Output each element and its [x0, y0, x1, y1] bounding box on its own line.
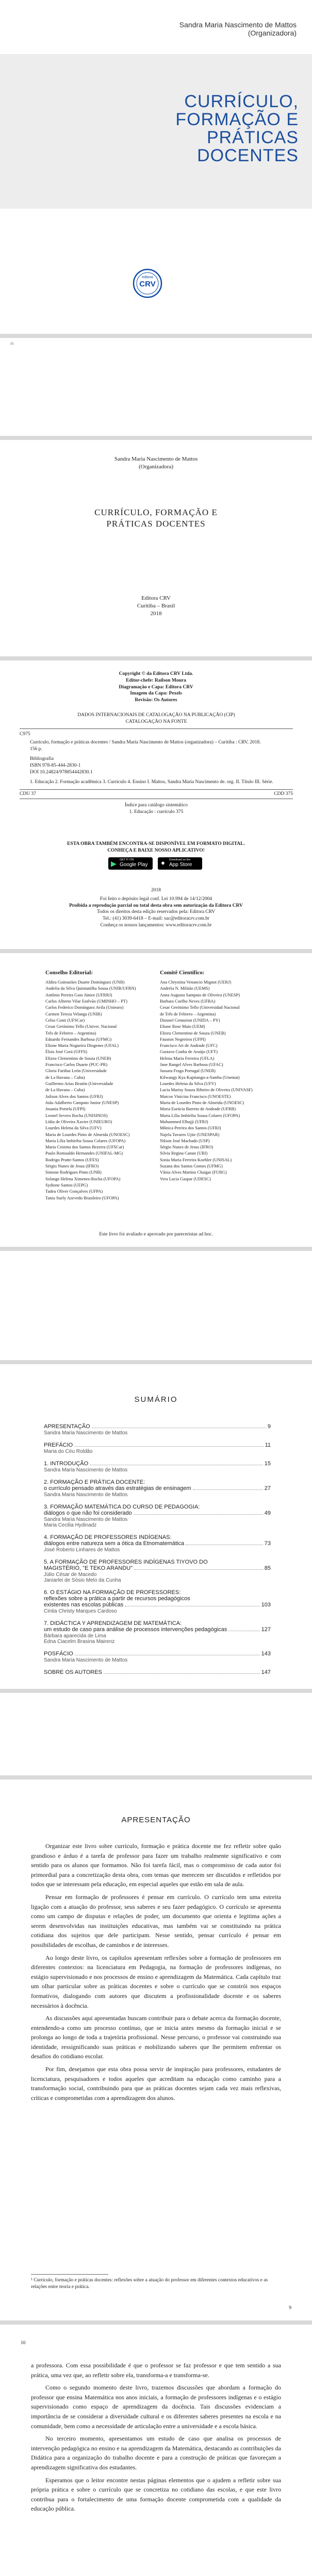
apresentacao-cont-page-number: 10 — [21, 2341, 26, 2346]
editorial-member: Jailson Alves dos Santos (UFRJ) — [45, 1093, 103, 1099]
scientific-member: Marcos Vinicius Francisco (UNOESTE) — [160, 1093, 231, 1099]
toc-entry-page: 9 — [267, 1423, 271, 1430]
cip-subjects: 1. Educação 2. Formação acadêmica 3. Currículo 4. Ensino I. Mattos, Sandra Maria Nascimento de. org. II. Título III. Série. — [30, 779, 273, 785]
scientific-board-title: Comitê Científico: — [160, 970, 205, 976]
toc-entry-page: 11 — [265, 1442, 271, 1448]
scientific-member: Barbara Coelho Neves (UFBA) — [160, 998, 216, 1004]
toc-entry-title: 7. DIDÁCTICA Y APRENDIZAGEM DE MATEMÁTICA: — [44, 1620, 182, 1626]
toc-entry-subtitle: o currículo pensado através das estratégias de ensinagem — [44, 1485, 191, 1492]
scientific-board-list — [160, 979, 278, 1182]
toc-entry-title: SOBRE OS AUTORES — [44, 1669, 102, 1675]
toc-entry-title: 1. INTRODUÇÃO — [44, 1461, 89, 1467]
scientific-member: Silvia Regina Canan (URI) — [160, 1150, 208, 1156]
editorial-member: Maria de Lourdes Pinto de Almeida (UNOESC) — [45, 1131, 130, 1137]
editorial-board — [45, 970, 156, 1201]
editorial-member: Rodrigo Pratte-Santos (UFES) — [45, 1157, 99, 1162]
toc-entry-block[interactable] — [44, 1589, 271, 1608]
toc-entry-authors — [44, 1608, 271, 1614]
toc-entry-block[interactable] — [44, 1534, 271, 1547]
scientific-member: Mohammed Elhajji (UFRJ) — [160, 1118, 208, 1124]
scientific-member: Mônica Pereira dos Santos (UFRJ) — [160, 1125, 221, 1131]
cip-subtitle: CATALOGAÇÃO NA FONTE — [125, 719, 187, 724]
toc-entry-block[interactable] — [44, 1504, 271, 1516]
scientific-member: Suzana dos Santos Gomes (UFMG) — [160, 1163, 223, 1169]
cip-rule-mid — [20, 789, 293, 790]
legal-year: 2018 — [151, 888, 161, 893]
cover-author-block — [179, 21, 297, 37]
scientific-member: Najela Tavares Ujiie (UNESPAR) — [160, 1131, 220, 1137]
toc-entry-subtitle: reflexões sobre a prática a partir de recursos pedagógicos — [44, 1596, 190, 1602]
toc-entry[interactable] — [44, 1565, 271, 1571]
toc-entry-author: Edna Ciacelm Brasina Mairenz — [44, 1639, 115, 1645]
apresentacao-cont-paragraph: a professora. Com essa possibilidade é que o professor se faz professor e que tem sentido a sua prática, uma vez que, ao refletir sobre ela, transforma-a e transforma-se. — [31, 2362, 281, 2379]
toc-entry-authors — [44, 1467, 271, 1473]
google-play-icon: ▶ — [111, 859, 117, 868]
editorial-member: Tadeu Oliver Gonçalves (UFPA) — [45, 1189, 103, 1194]
toc-entry-subtitle: existentes nas escolas públicas — [44, 1602, 124, 1608]
editorial-member: Antônio Pereira Gaio Júnior (UFRRJ) — [45, 992, 112, 997]
apresentacao-paragraph: Organizar este livro sobre currículo, formação e prática docente me fez refletir sobre quão grandioso e árduo é a tarefa de professor para fazer um trabalho realmente significativo e com sentido para os alunos que formamos. Não foi tarefa fácil, mas o compromisso de cada autor foi primordial para a concretização desta obra, com temas que merecem ser discutidos e refletidos por todos que se interessam pela educação, em especial aqueles que estão em sala de aula. — [31, 1842, 281, 1888]
cip-classification — [20, 791, 293, 798]
apresentacao-paragraph: Ao longo deste livro, os capítulos apresentam reflexões sobre a formação de professores em diferentes contextos: na licenciatura em Pedagogia, na formação de professores indígenas, no estágio supervisionado e nos processos de ensino e aprendizagem da Matemática. Cada capítulo traz um olhar particular sobre as práticas docentes e sobre o currículo que se constrói nos espaços formativos, dialogando com autores que discutem a profissionalidade docente e os saberes necessários à docência. — [31, 1954, 281, 2009]
editorial-member: Tania Suely Azevedo Brasileiro (UFOPA) — [45, 1195, 119, 1200]
toc-entry-page: 27 — [264, 1485, 271, 1492]
toc-entry[interactable] — [44, 1651, 271, 1657]
scientific-member: Francisco Ari de Andrade (UFC) — [160, 1043, 218, 1048]
toc-entry-author: Sandra Maria Nascimento de Mattos — [44, 1430, 128, 1436]
scientific-member: Helena Maria Ferreira (UFLA) — [160, 1055, 215, 1061]
cover-title — [175, 93, 299, 165]
scientific-member: Jussara Fraga Portugal (UNEB) — [160, 1068, 216, 1074]
scientific-member: Eliane Rose Maio (UEM) — [160, 1024, 205, 1029]
cover-title-line-4: DOCENTES — [197, 146, 299, 165]
toc-entry-subtitle: diálogos o que não foi considerado — [44, 1510, 132, 1516]
cover-image-line: Imagem da Capa: Pexels — [130, 691, 182, 697]
copyright-line: Copyright © da Editora CRV Ltda. — [119, 671, 193, 676]
toc-entry-author: Júlio César de Macedo — [44, 1572, 97, 1578]
apresentacao-body — [31, 1841, 281, 2106]
blank-page-number: iii — [10, 341, 14, 346]
toc-entry-authors — [44, 1547, 271, 1553]
index-title: Índice para catálogo sistemático — [124, 803, 188, 808]
scientific-member: Nilson José Machado (USP) — [160, 1138, 210, 1143]
toc-entry[interactable] — [44, 1626, 271, 1633]
google-play-badge[interactable] — [108, 857, 153, 870]
toc-entry-title: 6. O ESTÁGIO NA FORMAÇÃO DE PROFESSORES: — [44, 1589, 181, 1596]
toc-leader-dots — [104, 1673, 260, 1674]
editorial-member: Três de Febrero – Argentina) — [45, 1030, 96, 1036]
legal-reproduction: Proibida a reprodução parcial ou total desta obra sem autorização da Editora CRV — [69, 903, 243, 908]
toc-entry-authors — [44, 1572, 271, 1583]
toc-entry-author: Sandra Maria Nascimento de Mattos — [44, 1657, 128, 1663]
toc-entry-block[interactable] — [44, 1559, 271, 1571]
scientific-member: Ana Chrystina Venancio Mignot (UERJ) — [160, 979, 232, 985]
cip-title: DADOS INTERNACIONAIS DE CATALOGAÇÃO NA PUBLICAÇÃO (CIP) — [77, 713, 235, 718]
toc-entry-page: 73 — [264, 1540, 271, 1547]
copyright-credits — [0, 671, 312, 704]
editorial-member: Carlos Federico Domínguez Avila (Unieuro) — [45, 1005, 124, 1010]
title-page-author-role: (Organizadora) — [139, 464, 173, 470]
scientific-member: Gustavo Cunha de Araújo (UFT) — [160, 1049, 218, 1055]
toc-entry-block[interactable] — [44, 1620, 271, 1633]
toc-entry-author: Janiarlei de Sósio Melo da Cunha — [44, 1578, 121, 1583]
toc-list — [44, 1423, 271, 1682]
toc-entry-block[interactable] — [44, 1479, 271, 1492]
cover-title-line-3: PRÁTICAS — [206, 128, 299, 147]
toc-entry-title: 4. FORMAÇÃO DE PROFESSORES INDÍGENAS: — [44, 1534, 172, 1540]
toc-entry[interactable] — [44, 1485, 271, 1492]
toc-entry[interactable] — [44, 1423, 271, 1430]
editorial-member: Cesar Gerónimo Tello (Univer. Nacional — [45, 1024, 117, 1029]
apresentacao-paragraph: Por fim, desejamos que esta obra possa servir de inspiração para professores, estudantes de licenciatura, pesquisadores e todos aqueles que acreditam na educação como caminho para a transformação social, contribuindo para que as práticas docentes sejam cada vez mais reflexivas, críticas e comprometidas com a aprendizagem dos alunos. — [31, 2065, 281, 2102]
cip-pages: 156 p. — [30, 747, 42, 752]
apple-icon: ● — [161, 859, 165, 867]
toc-leader-dots — [193, 1489, 263, 1490]
apresentacao-paragraph: As discussões aqui apresentadas buscam contribuir para o debate acerca da formação docente, entendendo-a como um processo contínuo, que se inicia antes mesmo da formação inicial e se prolonga ao longo de toda a trajetória profissional. Nesse percurso, o professor vai construindo sua identidade, ressignificando suas práticas e mobilizando saberes que lhe permitem enfrentar os desafios do cotidiano escolar. — [31, 2014, 281, 2060]
publisher-logo — [132, 268, 163, 299]
cover-title-line-2: FORMAÇÃO E — [175, 110, 299, 129]
apresentacao-page — [0, 1780, 312, 2320]
title-page — [0, 440, 312, 656]
apresentacao-footnote: ¹ Currículo, formação e práticas docentes: reflexões sobre a atuação do professor em diferentes contextos educativos e as relações entre teoria e prática. — [31, 2278, 268, 2290]
apresentacao-title: APRESENTAÇÃO — [121, 1816, 191, 1824]
toc-entry-authors — [44, 1517, 271, 1528]
scientific-member: de Três de Febrero – Argentina) — [160, 1011, 216, 1016]
toc-entry-author: José Roberto Linhares de Mattos — [44, 1547, 120, 1553]
cip-code: C975 — [20, 731, 30, 737]
cip-bibliography: Bibliografia — [30, 756, 54, 762]
scientific-member: Anna Augusta Sampaio de Oliveira (UNESP) — [160, 992, 240, 997]
scientific-member: Lourdes Helena da Silva (UFV) — [160, 1081, 216, 1086]
blank-page-3 — [0, 1693, 312, 1775]
cdd-code: CDD 375 — [274, 791, 293, 797]
editorial-member: Celso Conti (UFSCar) — [45, 1017, 85, 1023]
toc-entry-author: Maria Cecilia Hydinadz — [44, 1522, 97, 1528]
scientific-member: Elizeu Clementino de Souza (UNEB) — [160, 1030, 226, 1036]
toc-entry-title: POSFÁCIO — [44, 1651, 73, 1657]
toc-entry-authors — [44, 1633, 271, 1645]
editorial-board-title: Conselho Editorial: — [45, 970, 93, 976]
toc-entry-subtitle: MAGISTÉRIO, "E TEKO ARANDU" — [44, 1565, 133, 1571]
toc-entry-page: 127 — [261, 1626, 271, 1633]
editorial-board-list — [45, 979, 156, 1201]
toc-entry-page: 15 — [264, 1461, 271, 1467]
toc-entry-author: Maria do Céu Roldão — [44, 1449, 93, 1454]
editorial-member: Maria Lília Imbiriba Sousa Colares (UFOPA) — [45, 1138, 126, 1143]
google-play-label: Google Play — [120, 862, 148, 868]
editorial-member: Lídia de Oliveira Xavier (UNIEURO) — [45, 1118, 112, 1124]
legal-rights: Todos os direitos desta edição reservados pela: Editora CRV — [96, 909, 216, 915]
editorial-member: João Adalberto Campato Junior (UNESP) — [45, 1099, 119, 1105]
toc-entry-page: 49 — [264, 1510, 271, 1516]
scientific-member: Maria Lília Imbiriba Sousa Colares (UFOPA) — [160, 1112, 240, 1118]
scientific-member: Andréia N. Militão (UEMS) — [160, 986, 210, 991]
toc-entry-title: APRESENTAÇÃO — [44, 1423, 90, 1430]
scientific-board — [160, 970, 278, 1182]
scientific-member: Lucia Marisy Souza Ribeiro de Oliveira (UNIVASF) — [160, 1087, 253, 1093]
toc-entry[interactable] — [44, 1461, 271, 1467]
scientific-member: Vera Lucia Gaspar (UDESC) — [160, 1176, 211, 1181]
editorial-member: Solange Helena Ximenes-Rocha (UFOPA) — [45, 1176, 121, 1181]
scientific-member: Jane Rangel Alves Barbosa (UFAC) — [160, 1062, 223, 1067]
toc-entry-author: Bárbara aparecida de Lima — [44, 1633, 106, 1639]
editorial-member: Francisco Carlos Duarte (PUC-PR) — [45, 1062, 108, 1067]
editorial-member: Gloria Fariñas León (Universidade — [45, 1068, 107, 1074]
editorial-member: Josania Portela (UFPI) — [45, 1106, 86, 1112]
cover-title-line-1: CURRÍCULO, — [184, 92, 299, 111]
publisher-logo-text: CRV — [139, 280, 156, 289]
toc-entry-page: 143 — [261, 1651, 271, 1657]
toc-title: SUMÁRIO — [134, 1395, 178, 1404]
editorial-member: Sérgio Nunes de Jesus (IFRO) — [45, 1163, 99, 1169]
editorial-member: Élsio José Corá (UFFS) — [45, 1049, 87, 1055]
scientific-member: Kilwangy Kya Kapitango-a-Samba (Unemat) — [160, 1074, 240, 1080]
board-page — [0, 953, 312, 1247]
title-page-title: CURRÍCULO, FORMAÇÃO E PRÁTICAS DOCENTES — [94, 507, 218, 529]
legal-website: Conheça os nossos lançamentos: www.editoracrv.com.br — [100, 923, 212, 928]
editorial-member: Andréia da Silva Quintanilha Sousa (UNIR/UFRN) — [45, 986, 136, 991]
toc-entry-authors — [44, 1430, 271, 1436]
title-page-city: Curitiba – Brasil — [137, 603, 175, 609]
editorial-member: Guillermo Arias Beatón (Universidade — [45, 1081, 113, 1086]
index-entry: 1. Educação : currículo 375 — [129, 809, 184, 815]
scientific-member: Vânia Alves Martins Chaigar (FURG) — [160, 1170, 227, 1175]
scientific-member: Cesar Gerónimo Tello (Universidad Nacional — [160, 1005, 240, 1010]
apresentacao-cont-paragraph: No terceiro momento, apresentamos um estudo de caso que analisa os processos de intervenção pedagógica no ensino e na aprendizagem da Matemática, destacando as contribuições da Didática para a organização do trabalho docente e para a construção de práticas que favoreçam a aprendizagem significativa dos estudantes. — [31, 2435, 281, 2471]
editorial-member: Sydione Santos (UEPG) — [45, 1182, 88, 1188]
scientific-member: Sérgio Nunes de Jesus (IFRO) — [160, 1144, 214, 1150]
toc-entry-page: 103 — [261, 1602, 271, 1608]
toc-entry-title: 3. FORMAÇÃO MATEMÁTICA DO CURSO DE PEDAGOGIA: — [44, 1504, 200, 1510]
apresentacao-cont-page — [0, 2325, 312, 2576]
toc-leader-dots — [134, 1569, 263, 1570]
review-line: Revisão: Os Autores — [135, 698, 177, 703]
layout-line: Diagramação e Capa: Editora CRV — [119, 684, 193, 690]
editorial-member: Simone Rodrigues Pinto (UNB) — [45, 1170, 102, 1175]
legal-contact: Tel.: (41) 3039-6418 – E-mail: sac@editoracrv.com.br — [103, 916, 209, 922]
app-store-label: App Store — [169, 862, 192, 868]
apresentacao-paragraph: Pensar em formação de professores é pensar em currículo. O currículo tem uma estreita ligação com a atuação do professor, seus saberes e seu fazer pedagógico. O currículo se apresenta como um campo de disputas e relações de poder, um documento que orienta e legitima ações a serem desenvolvidas nas instituições educativas, mas também vai se constituindo na prática cotidiana dos sujeitos que dele participam. Nesse sentido, pensar currículo é pensar em possibilidades de escolhas, de caminhos e de interesses. — [31, 1893, 281, 1948]
toc-entry-title: 2. FORMAÇÃO E PRÁTICA DOCENTE: — [44, 1479, 145, 1485]
blank-page — [0, 338, 312, 436]
toc-entry-author: Cintia Christy Marques Cardoso — [44, 1608, 117, 1614]
scientific-member: Maria de Lourdes Pinto de Almeida (UNOESC) — [160, 1099, 244, 1105]
editorial-member: Elizeu Clementino de Souza (UNEB) — [45, 1055, 111, 1061]
toc-leader-dots — [134, 1514, 263, 1515]
editorial-member: Aldira Guimarães Duarte Domínguez (UNB) — [45, 979, 125, 985]
editorial-member: de La Havana – Cuba) — [45, 1074, 85, 1080]
apresentacao-cont-body — [31, 2361, 281, 2517]
toc-entry[interactable] — [44, 1510, 271, 1516]
editorial-member: Carlos Alberto Vilar Estêvão (UMINHO – PT) — [45, 998, 127, 1004]
scientific-member: Fauston Negreiros (UFPI) — [160, 1036, 206, 1042]
cover-author: Sandra Maria Nascimento de Mattos — [179, 21, 297, 29]
editorial-member: Elione Maria Nogueira Diogenes (UFAL) — [45, 1043, 119, 1048]
scientific-member: Sonia Maria Ferreira Koehler (UNISAL) — [160, 1157, 232, 1162]
legal-block — [0, 887, 312, 929]
toc-entry-title: PREFÁCIO — [44, 1442, 73, 1448]
google-play-small: GET IT ON — [120, 858, 134, 861]
cip-entry: Currículo, formação e práticas docentes / Sandra Maria Nascimento de Mattos (organizadora) – Curitiba : CRV, 2018. — [30, 740, 261, 745]
editorial-member: Paulo Romualdo Hernandes (UNIFAL-MG) — [45, 1150, 123, 1156]
board-footer-note: Este livro foi avaliado e aprovado por pareceristas ad hoc. — [99, 1232, 213, 1237]
toc-entry-subtitle: um estudo de caso para análise de processos intervenções pedagógicas — [44, 1626, 227, 1633]
toc-entry[interactable] — [44, 1442, 271, 1448]
app-store-badge[interactable] — [158, 857, 202, 870]
toc-entry[interactable] — [44, 1669, 271, 1675]
publisher-logo-sub: editora — [142, 276, 153, 279]
toc-entry-subtitle: diálogos entre natureza sem a ótica da Etnomatemática — [44, 1540, 185, 1547]
editorial-member: Lourdes Helena da Silva (UFV) — [45, 1125, 102, 1131]
apresentacao-page-number: 9 — [289, 2306, 291, 2311]
toc-entry-page: 85 — [264, 1565, 271, 1571]
toc-entry-authors — [44, 1449, 271, 1454]
toc-entry-title: 5. A FORMAÇÃO DE PROFESSORES INDÍGENAS TIYOVO DO — [44, 1559, 208, 1565]
cdu-code: CDU 37 — [20, 791, 36, 797]
ebook-notice: ESTA OBRA TAMBÉM ENCONTRA-SE DISPONÍVEL EM FORMATO DIGITAL. — [67, 841, 245, 846]
editorial-member: Maria Cristina dos Santos Bezerra (UFSCar) — [45, 1144, 124, 1150]
editorial-member: Carmen Tereza Velanga (UNIR) — [45, 1011, 102, 1016]
apresentacao-cont-paragraph: Esperamos que o leitor encontre nestas páginas elementos que o ajudem a refletir sobre sua própria prática e sobre o currículo que se concretiza no cotidiano das escolas, e que este livro contribua para o fortalecimento de uma formação docente comprometida com a qualidade da educação pública. — [31, 2476, 281, 2513]
toc-entry[interactable] — [44, 1602, 271, 1608]
title-page-author: Sandra Maria Nascimento de Mattos — [114, 456, 198, 462]
cip-doi: DOI 10.24824/978854442830.1 — [30, 769, 93, 775]
toc-entry-author: Sandra Maria Nascimento de Mattos — [44, 1467, 128, 1473]
toc-entry-authors — [44, 1492, 271, 1498]
title-page-year: 2018 — [150, 611, 162, 617]
title-page-publisher: Editora CRV — [141, 595, 171, 601]
apresentacao-cont-paragraph: Como o segundo momento deste livro, trazemos discussões que abordam a formação do professor que ensina Matemática nos anos iniciais, a formação de professores indígenas e o estágio supervisionado como espaço de aprendizagem da docência. Tais discussões evidenciam a importância de se considerar a diversidade cultural e os diferentes saberes presentes na escola e na comunidade, bem como a necessidade de articulação entre a universidade e a escola básica. — [31, 2384, 281, 2430]
cip-rule-top — [20, 728, 293, 729]
app-store-small: Download on the — [169, 858, 191, 861]
toc-entry-author: Sandra Maria Nascimento de Mattos — [44, 1492, 128, 1498]
copyright-page — [0, 660, 312, 949]
editorial-member: Leonel Severo Rocha (UNISINOS) — [45, 1112, 108, 1118]
toc-page — [0, 1364, 312, 1689]
toc-entry[interactable] — [44, 1540, 271, 1547]
editorial-member: Eduardo Fernandes Barbosa (UFMG) — [45, 1036, 112, 1042]
cover-page — [0, 0, 312, 334]
toc-entry-page: 147 — [261, 1669, 271, 1675]
toc-entry-author: Sandra Maria Nascimento de Mattos — [44, 1517, 128, 1522]
toc-leader-dots — [74, 1446, 263, 1447]
footnote-rule — [31, 2274, 108, 2275]
scientific-member: Diosnel Centurion (UNIDA – PY) — [160, 1017, 220, 1023]
ebook-notice-2: CONHEÇA E BAIXE NOSSO APLICATIVO! — [107, 848, 205, 853]
cip-isbn: ISBN 978-85-444-2830-1 — [30, 762, 81, 768]
legal-deposit: Foi feito o depósito legal conf. Lei 10.994 de 14/12/2004 — [100, 896, 212, 902]
blank-page-2 — [0, 1251, 312, 1360]
cover-author-role: (Organizadora) — [248, 29, 297, 37]
editor-line: Editor-chefe: Railson Moura — [126, 677, 186, 683]
cip-block — [20, 712, 293, 816]
scientific-member: Maria Eurácia Barreto de Andrade (UFRB) — [160, 1106, 236, 1112]
toc-entry-authors — [44, 1657, 271, 1663]
editorial-member: de La Havana – Cuba) — [45, 1087, 85, 1093]
